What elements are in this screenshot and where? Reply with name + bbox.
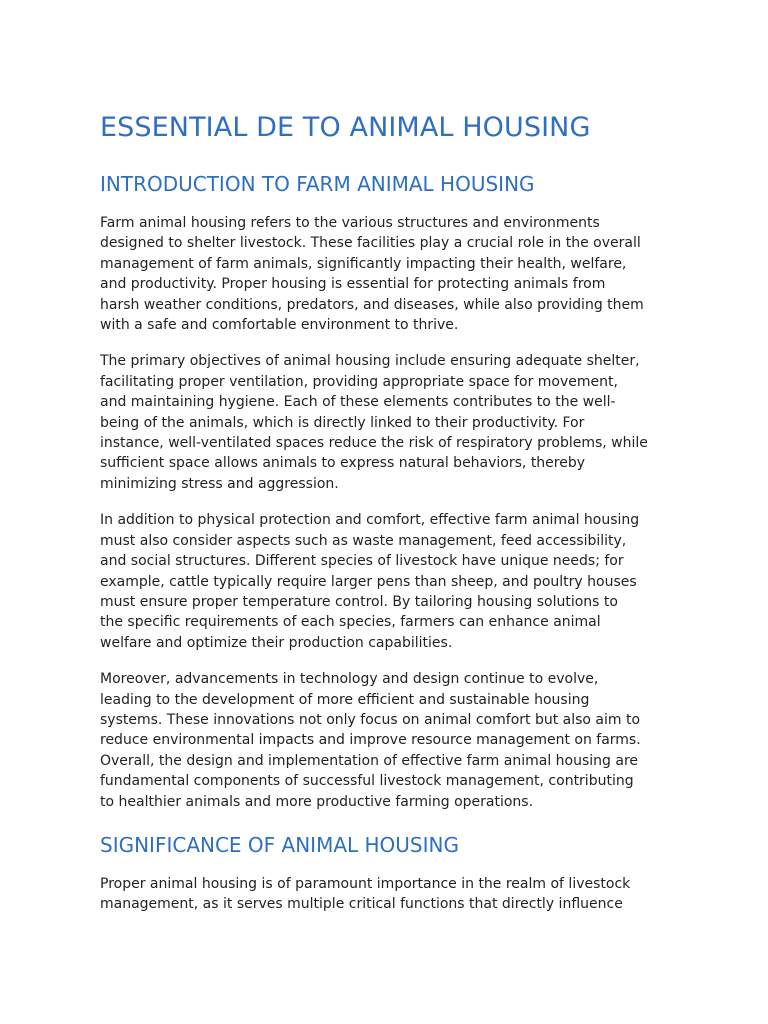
text-line: to healthier animals and more productive farming operations.	[100, 793, 534, 810]
text-line: designed to shelter livestock. These facilities play a crucial role in the overall	[100, 235, 641, 252]
text-line: example, cattle typically require larger pens than sheep, and poultry houses	[100, 573, 637, 590]
text-line: and maintaining hygiene. Each of these elements contributes to the well-	[100, 394, 616, 411]
section-body-introduction	[100, 213, 668, 812]
text-line: Farm animal housing refers to the various structures and environments	[100, 215, 600, 231]
document-title: ESSENTIAL DE TO ANIMAL HOUSING	[100, 112, 591, 143]
paragraph	[100, 874, 668, 915]
text-line: reduce environmental impacts and improve resource management on farms.	[100, 732, 641, 749]
text-line: Moreover, advancements in technology and design continue to evolve,	[100, 671, 599, 688]
text-line: sufficient space allows animals to express natural behaviors, thereby	[100, 455, 586, 472]
text-line: management of farm animals, significantly impacting their health, welfare,	[100, 255, 627, 272]
text-line: facilitating proper ventilation, providing appropriate space for movement,	[100, 373, 618, 390]
section-heading-significance: SIGNIFICANCE OF ANIMAL HOUSING	[100, 832, 459, 857]
text-line: with a safe and comfortable environment to thrive.	[100, 317, 459, 334]
paragraph	[100, 351, 668, 494]
paragraph	[100, 510, 668, 653]
text-line: Proper animal housing is of paramount importance in the realm of livestock	[100, 875, 631, 892]
text-line: systems. These innovations not only focus on animal comfort but also aim to	[100, 711, 641, 728]
text-line: In addition to physical protection and comfort, effective farm animal housing	[100, 512, 640, 529]
text-line: minimizing stress and aggression.	[100, 475, 339, 492]
text-line: must ensure proper temperature control. By tailoring housing solutions to	[100, 593, 618, 610]
document-page	[100, 108, 668, 915]
text-line: fundamental components of successful livestock management, contributing	[100, 773, 634, 790]
paragraph	[100, 669, 668, 812]
section-body-significance	[100, 874, 668, 915]
text-line: leading to the development of more efficient and sustainable housing	[100, 691, 590, 708]
text-line: being of the animals, which is directly linked to their productivity. For	[100, 414, 585, 431]
text-line: The primary objectives of animal housing include ensuring adequate shelter,	[100, 353, 640, 370]
text-line: harsh weather conditions, predators, and diseases, while also providing them	[100, 296, 644, 313]
text-line: the specific requirements of each species, farmers can enhance animal	[100, 614, 601, 631]
text-line: instance, well-ventilated spaces reduce the risk of respiratory problems, while	[100, 435, 648, 452]
text-line: welfare and optimize their production capabilities.	[100, 634, 453, 651]
section-heading-introduction: INTRODUCTION TO FARM ANIMAL HOUSING	[100, 172, 535, 196]
text-line: management, as it serves multiple critical functions that directly influence	[100, 896, 623, 913]
paragraph	[100, 213, 668, 335]
text-line: and productivity. Proper housing is essential for protecting animals from	[100, 276, 606, 293]
text-line: Overall, the design and implementation of effective farm animal housing are	[100, 752, 639, 769]
text-line: must also consider aspects such as waste management, feed accessibility,	[100, 532, 627, 549]
text-line: and social structures. Different species of livestock have unique needs; for	[100, 553, 624, 570]
